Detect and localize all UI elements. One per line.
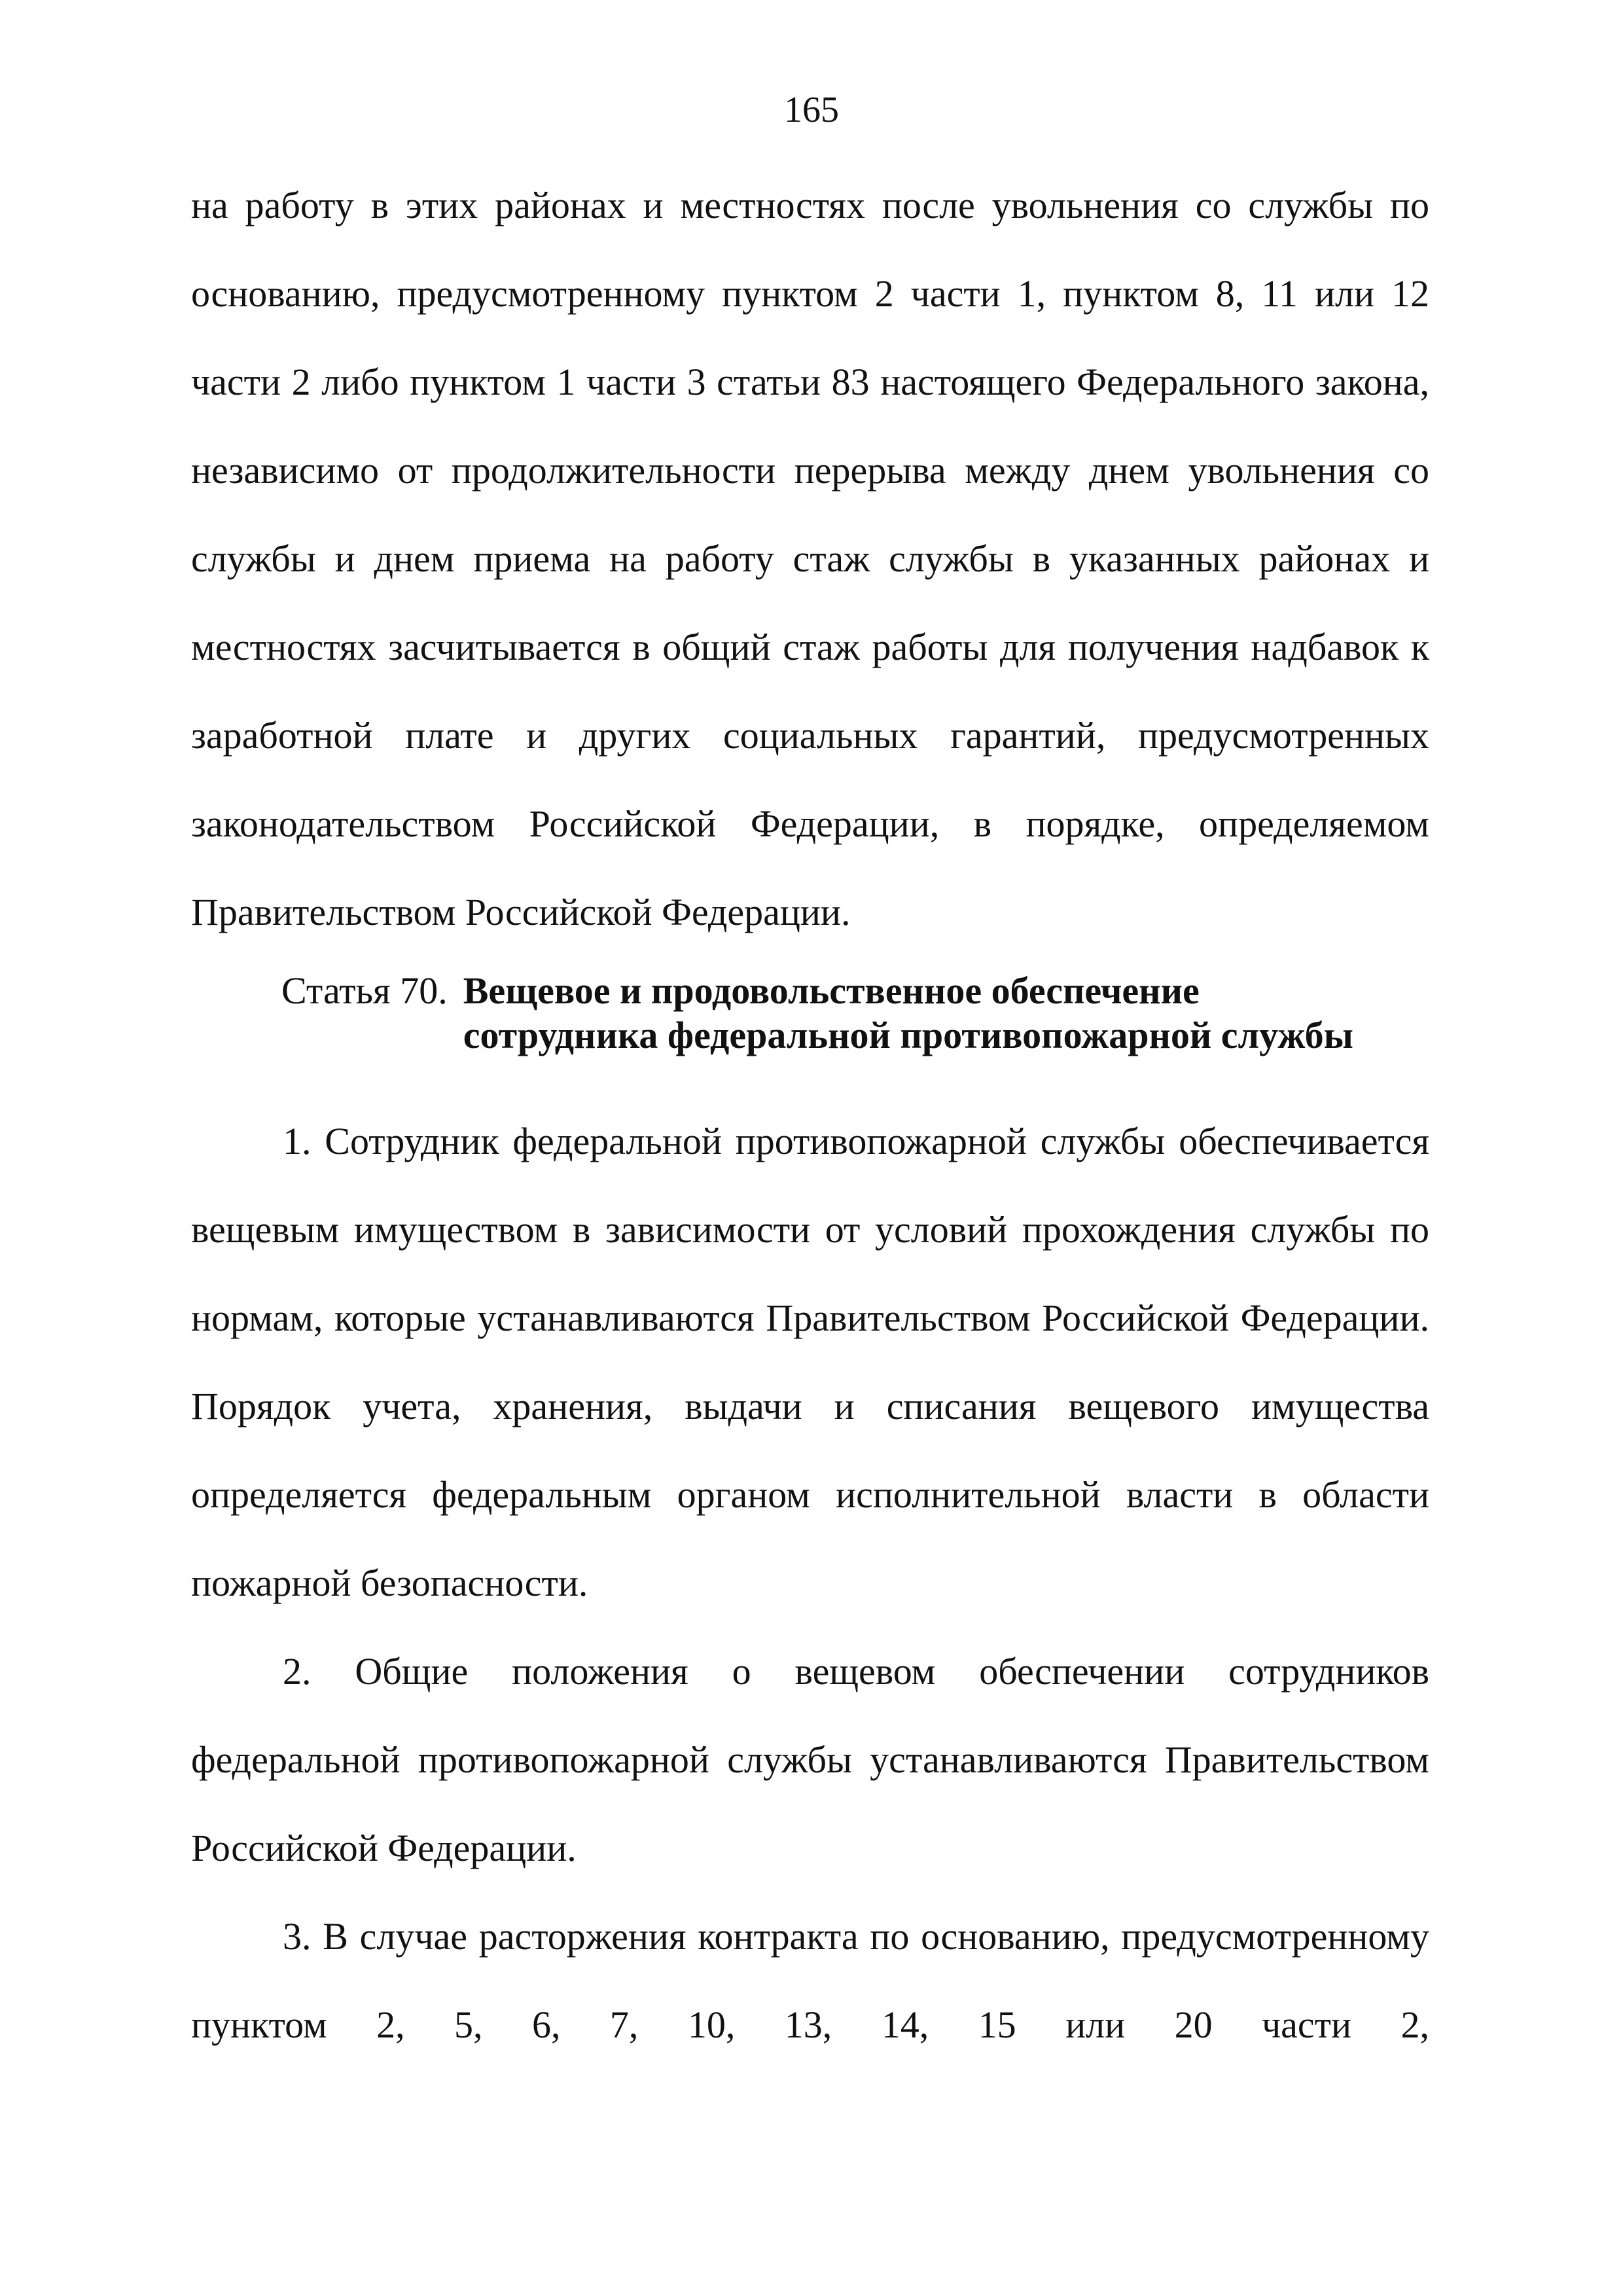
article-title-line: Вещевое и продовольственное обеспечение	[463, 969, 1200, 1012]
paragraph-1: 1. Сотрудник федеральной противопожарной службы обеспечивается вещевым имуществом в зависимости от условий прохождения службы по нормам, которые устанавливаются Правительством Российской Федерации. Порядок учета, хранения, выдачи и списания вещевого имущества определяется федеральным органом исполнительной власти в области пожарной безопасности.	[191, 1120, 1429, 1604]
continuation-paragraph: на работу в этих районах и местностях после увольнения со службы по основанию, предусмотренному пунктом 2 части 1, пунктом 8, 11 или 12 части 2 либо пунктом 1 части 3 статьи 83 настоящего Федерального закона, независимо от продолжительности перерыва между днем увольнения со службы и днем приема на работу стаж службы в указанных районах и местностях засчитывается в общий стаж работы для получения надбавок к заработной плате и других социальных гарантий, предусмотренных законодательством Российской Федерации, в порядке, определяемом Правительством Российской Федерации.	[191, 184, 1429, 933]
article-title	[463, 969, 1353, 1058]
article-body	[191, 1097, 1429, 2069]
article-title-line: сотрудника федеральной противопожарной службы	[463, 1014, 1353, 1056]
page-number: 165	[784, 90, 839, 130]
paragraph-3: 3. В случае расторжения контракта по основанию, предусмотренному пунктом 2, 5, 6, 7, 10, 13, 14, 15 или 20 части 2,	[191, 1915, 1429, 2046]
paragraph-2: 2. Общие положения о вещевом обеспечении сотрудников федеральной противопожарной службы устанавливаются Правительством Российской Федерации.	[191, 1650, 1429, 1869]
article-number: Статья 70.	[281, 969, 448, 1012]
article-heading	[281, 969, 1459, 1058]
continuation-text-block	[191, 161, 1429, 956]
